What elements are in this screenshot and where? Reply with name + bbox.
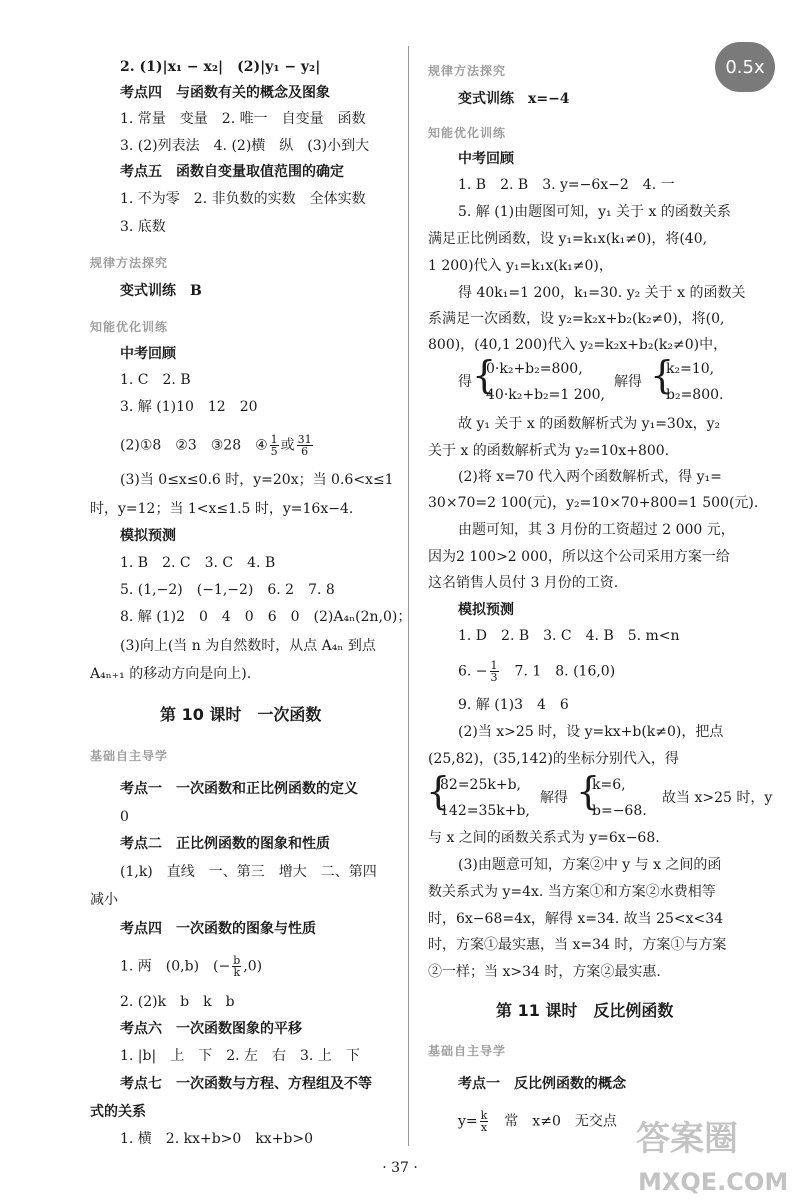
numerator: 1: [490, 659, 498, 672]
answer-line: (3)向上(当 n 为自然数时，从点 A₄ₙ 到点: [120, 638, 376, 654]
answer-line: (2)将 x=70 代入两个函数解析式，得 y₁=: [458, 469, 722, 485]
equation: b=−68.: [592, 803, 647, 819]
column-divider: [408, 46, 409, 1146]
answer-line: (3)由题意可知，方案②中 y 与 x 之间的函: [458, 857, 722, 873]
answer-line: 得 40k₁=1 200，k₁=30. y₂ 关于 x 的函数关: [458, 285, 746, 301]
equation: 82=25k+b,: [440, 777, 521, 793]
left-brace: {: [426, 769, 451, 813]
answer-line: 由题可知，其 3 月份的工资超过 2 000 元，: [458, 522, 735, 538]
answer-line: 时，方案①最实惠，当 x=34 时，方案①与方案: [428, 937, 727, 953]
subsection-label: 基础自主导学: [90, 749, 169, 763]
left-brace: {: [650, 353, 675, 397]
answer-line: 减小: [90, 892, 118, 908]
answer-line: 变式训练 B: [120, 283, 202, 299]
answer-line: 3. 解 (1)10 12 20: [120, 399, 258, 415]
answer-line: 故 y₁ 关于 x 的函数解析式为 y₁=30x，y₂: [458, 416, 721, 432]
solve-label: 解得: [614, 374, 642, 390]
denominator: x: [480, 1121, 488, 1134]
section-heading: 考点六 一次函数图象的平移: [120, 1021, 302, 1037]
subsection-label: 规律方法探究: [428, 64, 507, 78]
answer-line: [120, 955, 262, 978]
answer-line: 5. (1,−2) (−1,−2) 6. 2 7. 8: [120, 582, 335, 598]
answer-line: 1. B 2. C 3. C 4. B: [120, 555, 276, 571]
section-heading: 考点一 一次函数和正比例函数的定义: [120, 781, 358, 797]
answer-line: 数关系式为 y=4x. 当方案①和方案②水费相等: [428, 884, 716, 900]
section-heading: 模拟预测: [120, 528, 176, 544]
denominator: 3: [490, 671, 498, 684]
numerator: 1: [270, 433, 278, 446]
left-brace: {: [472, 353, 497, 397]
answer-text: 故当 x>25 时，y: [662, 790, 773, 806]
subsection-label: 知能优化训练: [428, 126, 507, 140]
zoom-level-badge[interactable]: 0.5x: [715, 42, 775, 92]
denominator: k: [233, 966, 241, 979]
equation: k=6,: [592, 777, 626, 793]
answer-line: 0: [120, 809, 129, 825]
answer-line: (1,k) 直线 一、第三 增大 二、第四: [120, 864, 377, 880]
answer-line: 这名销售人员付 3 月份的工资.: [428, 575, 619, 591]
answer-text: y=: [458, 1113, 478, 1130]
numerator: b: [233, 954, 241, 967]
answer-line: 800)，(40,1 200)代入 y₂=k₂x+b₂(k₂≠0)中，: [428, 337, 728, 353]
fraction: [480, 1110, 489, 1133]
section-heading: 模拟预测: [458, 602, 514, 618]
lesson-title: 第 11 课时 反比例函数: [496, 1001, 674, 1020]
answer-text: 1. 两 (0,b) (−: [120, 958, 231, 975]
system-prefix: 得: [458, 374, 472, 390]
answer-line: 关于 x 的函数解析式为 y₂=10x+800.: [428, 443, 670, 459]
fraction: [490, 660, 499, 683]
subsection-label: 基础自主导学: [428, 1044, 507, 1058]
answer-line: 30×70=2 100(元)，y₂=10×70+800=1 500(元).: [428, 495, 759, 511]
answer-line: 因为2 100>2 000，所以这个公司采用方案一给: [428, 549, 730, 565]
fraction: [297, 434, 313, 457]
answer-line: 与 x 之间的函数关系式为 y=6x−68.: [428, 830, 660, 846]
section-heading: 中考回顾: [458, 151, 514, 167]
answer-line: (25,82)，(35,142)的坐标分别代入，得: [428, 751, 679, 767]
answer-line: 满足正比例函数，设 y₁=k₁x(k₁≠0)，将(40,: [428, 231, 708, 247]
section-heading: 中考回顾: [120, 346, 176, 362]
answer-line: 1 200)代入 y₁=k₁x(k₁≠0)，: [428, 258, 613, 274]
equation: b₂=800.: [666, 387, 724, 403]
lesson-title: 第 10 课时 一次函数: [160, 705, 322, 724]
answer-line: ②一样；当 x>34 时，方案②最实惠.: [428, 964, 661, 980]
answer-line: 1. 常量 变量 2. 唯一 自变量 函数: [120, 111, 366, 127]
equation: 40·k₂+b₂=1 200,: [486, 387, 605, 403]
answer-text: 6. −: [458, 663, 488, 680]
numerator: 31: [297, 433, 312, 446]
fraction: [270, 434, 279, 457]
answer-line: 2. (2)k b k b: [120, 994, 235, 1010]
fraction: [232, 955, 241, 978]
answer-line: (2)当 x>25 时，设 y=kx+b(k≠0)，把点: [458, 724, 724, 740]
answer-text: 7. 1 8. (16,0): [500, 663, 616, 680]
section-heading: 考点五 函数自变量取值范围的确定: [120, 164, 344, 180]
denominator: 5: [270, 445, 278, 458]
answer-line: 变式训练 x=−4: [458, 91, 570, 107]
answer-line: 3. 底数: [120, 219, 166, 235]
section-heading: 考点四 一次函数的图象与性质: [120, 921, 316, 937]
svg-text:MXQE.COM: MXQE.COM: [638, 1168, 789, 1196]
answer-line: 时，6x−68=4x，解得 x=34. 故当 25<x<34: [428, 911, 724, 927]
solve-label: 解得: [540, 790, 568, 806]
answer-line: 9. 解 (1)3 4 6: [458, 697, 569, 713]
answer-text: 常 x≠0 无交点: [490, 1113, 617, 1130]
answer-text: ,0): [243, 958, 263, 975]
answer-line: 系满足一次函数，设 y₂=k₂x+b₂(k₂≠0)，将(0,: [428, 311, 725, 327]
answer-line: 8. 解 (1)2 0 4 0 6 0 (2)A₄ₙ(2n,0)；: [120, 609, 412, 625]
answer-line: [458, 660, 615, 683]
svg-text:答案圈: 答案圈: [636, 1119, 738, 1159]
answer-line: 1. 不为零 2. 非负数的实数 全体实数: [120, 191, 366, 207]
denominator: 6: [301, 445, 309, 458]
answer-line: 1. D 2. B 3. C 4. B 5. m<n: [458, 628, 680, 644]
numerator: k: [480, 1109, 488, 1122]
answer-line: 3. (2)列表法 4. (2)横 纵 (3)小到大: [120, 138, 370, 154]
section-heading: 考点一 反比例函数的概念: [458, 1076, 626, 1092]
answer-line: [120, 434, 315, 457]
left-brace: {: [576, 769, 601, 813]
watermark-logo: [626, 1108, 796, 1200]
answer-text: 或: [280, 437, 295, 454]
answer-line: 2. (1)|x₁ − x₂| (2)|y₁ − y₂|: [120, 59, 321, 75]
answer-line: 1. C 2. B: [120, 372, 191, 388]
answer-line: A₄ₙ₊₁ 的移动方向是向上).: [90, 666, 252, 682]
answer-line: (3)当 0≤x≤0.6 时，y=20x；当 0.6<x≤1: [120, 472, 394, 488]
section-heading: 考点四 与函数有关的概念及图象: [120, 85, 330, 101]
section-heading: 考点七 一次函数与方程、方程组及不等: [120, 1076, 372, 1092]
page-number: · 37 ·: [382, 1160, 418, 1176]
answer-line: [458, 1110, 617, 1133]
subsection-label: 规律方法探究: [90, 256, 169, 270]
equation: 0·k₂+b₂=800,: [486, 361, 583, 377]
answer-line: 1. 横 2. kx+b>0 kx+b>0: [120, 1131, 314, 1147]
answer-line: 1. |b| 上 下 2. 左 右 3. 上 下: [120, 1048, 360, 1064]
answer-line: 1. B 2. B 3. y=−6x−2 4. 一: [458, 177, 675, 193]
equation: 142=35k+b,: [440, 803, 530, 819]
section-heading: 式的关系: [90, 1104, 146, 1120]
answer-text: (2)①8 ②3 ③28 ④: [120, 437, 268, 454]
equation: k₂=10,: [666, 361, 715, 377]
answer-line: 5. 解 (1)由题图可知，y₁ 关于 x 的函数关系: [458, 204, 731, 220]
answer-line: 时，y=12；当 1<x≤1.5 时，y=16x−4.: [90, 501, 354, 517]
section-heading: 考点二 正比例函数的图象和性质: [120, 836, 330, 852]
subsection-label: 知能优化训练: [90, 320, 169, 334]
